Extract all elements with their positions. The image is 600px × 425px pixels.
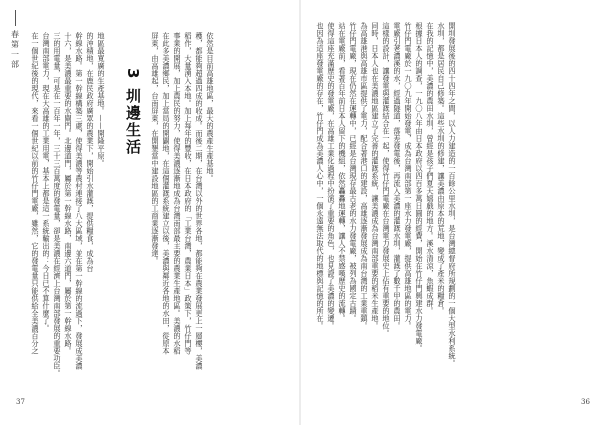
body-column: 也因為這座發電廠的存在，竹仔門成為美濃人心中，一個永遠無法取代的地標與記憶的所在。 [316,22,325,330]
body-column: 穫，都能夠超過四成的收成。而後二期，在台灣以外的世界各地，都能夠在農業發展更上一層樓，美濃 [195,32,204,370]
page-number: 37 [16,398,25,406]
page-number: 36 [581,398,590,406]
body-column: 在此多美濃鄉民，加上當局的開闢地，在這個灌溉系統建立以後，美濃與鄰近各地的水田，從原本 [162,32,171,355]
body-column: 使得這座充滿歷史的發電廠，在高雄工業化過程中扮演了重要的角色，也見證了美濃的變遷。 [327,22,336,330]
body-column: 依然是目前高雄地區，最大的農產生產基地。 [206,32,215,182]
body-column: 在我的記憶中，美濃的農田水圳，曾經是孩子們夏天嬉戲的地方。溪水清涼，魚蝦成群。 [426,22,435,315]
body-column: 同時，日本人也在美濃地區建立了完善的灌溉系統，讓美濃成為台灣南部重要的稻米生產地。 [371,22,380,330]
running-head-rule [15,10,16,26]
left-page [0,0,299,425]
body-column: 的沖積地，在鹿民政府廣眾的農業下，開始引水灌溉，提供糧食，成為台 [86,32,95,272]
body-column: 水圳，都是居民自己修築。這些水圳的修建，讓美濃由原本的荒地，變成了產米的糧倉。 [437,22,446,315]
running-head [8,10,22,70]
body-column: 在一個世紀後的現代，來看一個世紀以前的竹仔門電廠，雖然，它的發電量只能供給全美濃百分之 [31,32,40,355]
body-column: 幹線水路。第一幹線構築三處，使得美濃等農村連接了八大區域，並在第一幹線的流過下，發展成美濃 [75,32,84,370]
section-heading: 3 圳邊生活 [124,68,142,156]
body-column: 地區最寬廣的生產基地。——開隆平原。 [97,32,106,167]
running-head-text: 春第一部 [10,30,20,70]
body-column: 稻作，大量湧入本地。加上每年的豐收，在日本政府的「工業台灣，農業日本」政策下，竹仔門等 [184,32,193,355]
left-body-text [30,32,107,394]
body-column: 竹仔門電廠，現在仍然在運轉中，已經是台灣現存最古老的水力發電廠，被列為國定古蹟。 [349,22,358,322]
body-column: 三的用電量，可是在一百年一年，三十三百萬度的發電量，卻是美濃在經濟上台灣南部發展的重要功臣。 [53,32,62,377]
body-column: 這樣的設計，讓發電與灌溉結合在一起，使得竹仔門電廠在台灣電力發展史上佔有重要的地位。 [382,22,391,337]
body-column: 事業的開展，加上農民的努力，使得美濃逐漸地成為台灣南部最主要的農業生產地區。美濃的水稻 [173,32,182,355]
body-column: 站在電廠前，看著百年前日本人留下的機組，依然轟轟地運轉，讓人不禁感嘆歷史的流轉。 [338,22,347,322]
body-column: 竹仔門電廠於一九〇九年開始發電，成為台灣南部第一座水力發電廠，提供高雄地區的電力。 [404,22,413,330]
left-body-text-continued [150,32,216,394]
body-column: 根據日本人的調查，一九〇八年由日本政府以四百多萬日圓的經費，開始在竹仔門興建水力發電廠。 [415,22,424,352]
body-column: 台灣南部電力，現在大高雄的工業用電，基本上都是這一系統輸出的：今日已不算什麼了。 [42,32,51,332]
body-column: 開圳發展後的四十四年之間，以人力建造的一百餘公里水圳，是台灣總督府所規劃的一個大型水利系統。 [448,22,457,367]
right-body-text [315,22,458,394]
body-column: 電廠引荖濃溪的水，經過隧道，落差發電後，再流入美濃的灌溉水圳，灌溉了數千甲的農田。 [393,22,402,330]
body-column: 為高雄港與高雄市區提供了電力，配合著港口的建設，高雄逐漸發展成為南台灣的工業重鎮。 [360,22,369,330]
body-column: 十六，是美濃最重要的水閘門。北邊道門，屬於第一幹線水路，南邊六道門，屬於第一幹線水路。 [64,32,73,355]
right-page [301,0,600,425]
body-column: 屏東，由高雄起，台南屏東，在開墾當中建設地區的工商業逐漸發達。 [151,32,160,265]
